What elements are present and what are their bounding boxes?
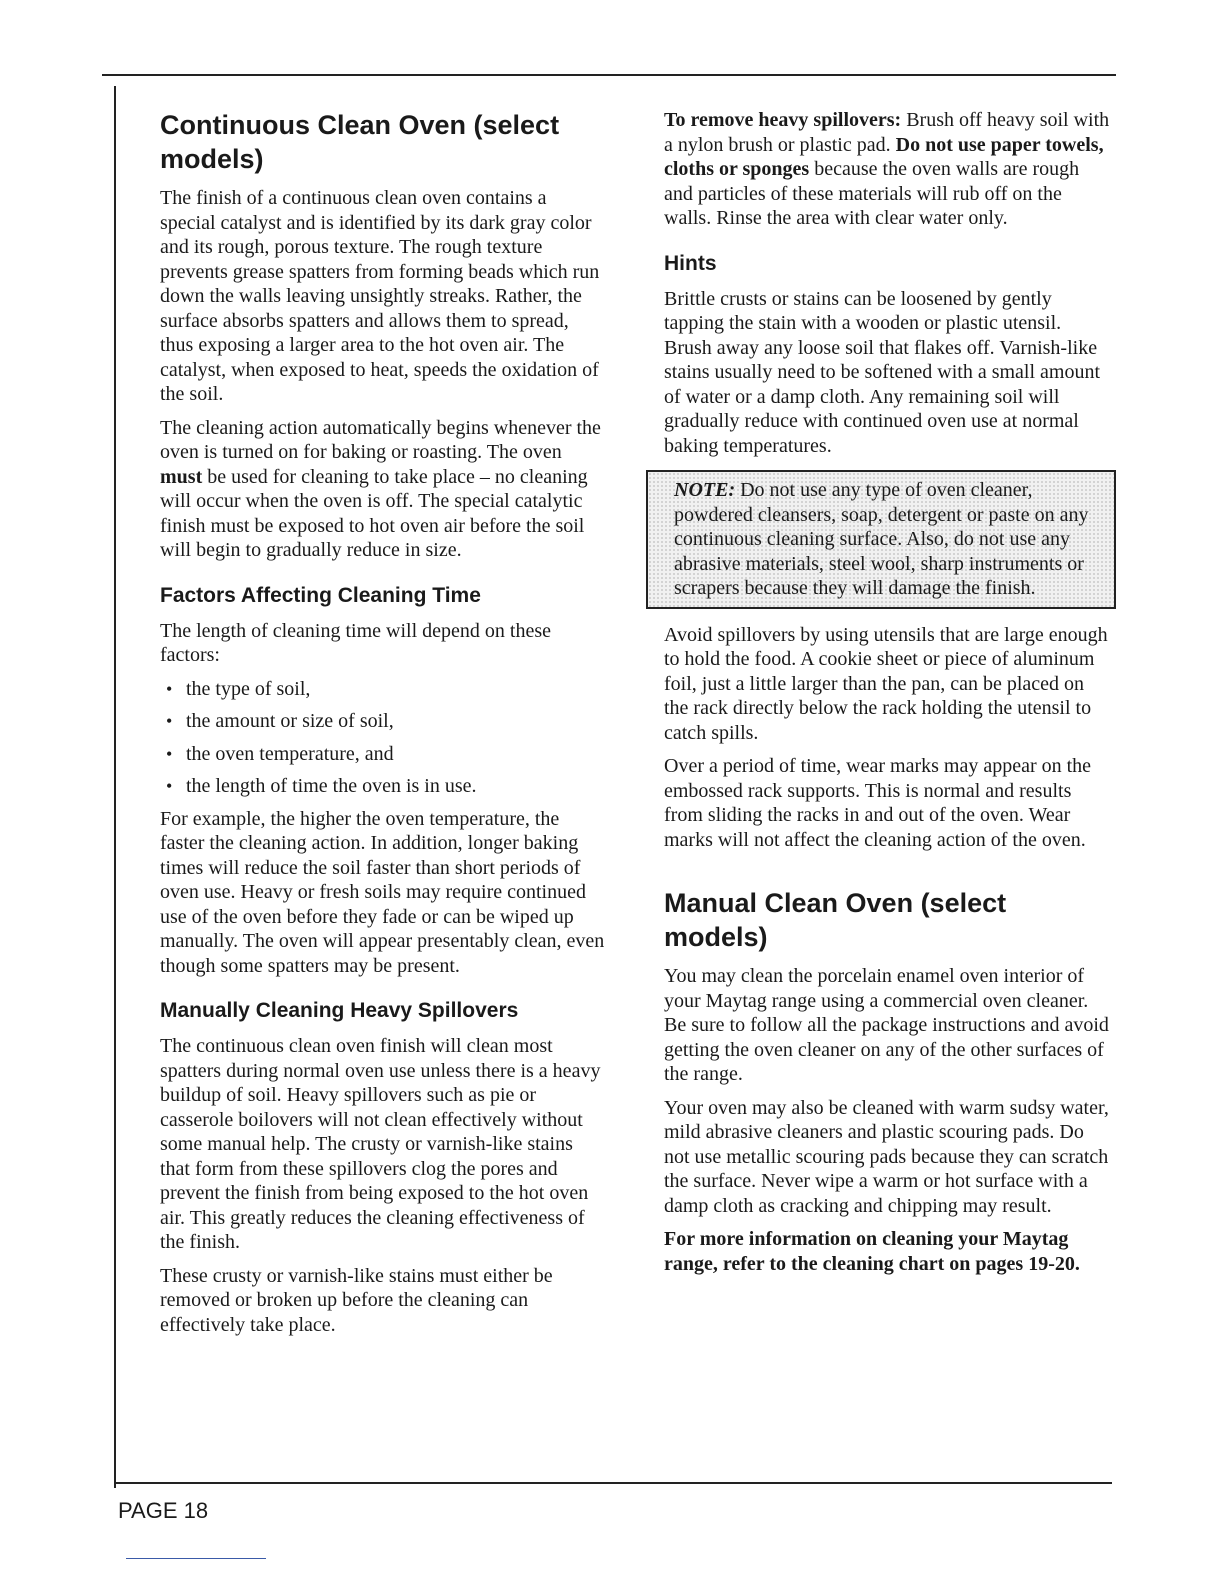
factors-heading: Factors Affecting Cleaning Time	[160, 583, 481, 607]
remove-text-2: because the oven walls are rough and particles of these materials will rub off on the walls. Rinse the area with clear water only.	[664, 158, 1080, 229]
factors-list	[160, 677, 606, 799]
spillovers-paragraph-1: The continuous clean oven finish will clean most spatters during normal oven use unless there is a heavy buildup of soil. Heavy spillovers such as pie or casserole boilovers will not clean effectively without some manual help. The crusty or varnish-like stains that form from these spillovers clog the pores and prevent the finish from being exposed to the hot oven air. This greatly reduces the cleaning effectiveness of the finish.	[160, 1035, 601, 1253]
factors-example: For example, the higher the oven temperature, the faster the cleaning action. In addition, longer baking times will reduce the soil faster than short periods of oven use. Heavy or fresh soils may require continued use of the oven before they fade or can be wiped up manually. The oven will appear presentably clean, even though some spatters may be present.	[160, 807, 605, 977]
remove-text-1: Brush off heavy soil with a nylon brush or plastic pad.	[664, 109, 1110, 156]
spillovers-heading: Manually Cleaning Heavy Spillovers	[160, 999, 519, 1022]
page-number: PAGE 18	[118, 1498, 209, 1523]
footer-line	[126, 1558, 266, 1559]
right-column	[664, 108, 1110, 1285]
spillovers-paragraph-2: These crusty or varnish-like stains must either be removed or broken up before the cleaning can effectively take place.	[160, 1264, 553, 1336]
note-label: NOTE:	[674, 479, 736, 501]
remove-spillovers-lead: To remove heavy spillovers:	[664, 109, 902, 131]
hints-paragraph: Brittle crusts or stains can be loosened by gently tapping the stain with a wooden or plastic utensil. Brush away any loose soil that flakes off. Varnish-like stains usually need to be softened with a small amount of water or a damp cloth. Any remaining soil will gradually reduce with continued oven use at normal baking temperatures.	[664, 287, 1101, 457]
list-item: • the length of time the oven is in use.	[160, 774, 606, 799]
intro-paragraph-1: The finish of a continuous clean oven contains a special catalyst and is identified by its dark gray color and its rough, porous texture. The rough texture prevents grease spatters from forming beads which run down the walls leaving unsightly streaks. Rather, the surface absorbs spatters and allows them to spread, thus exposing a larger area to the hot oven air. The catalyst, when exposed to heat, speeds the oxidation of the soil.	[160, 187, 600, 405]
list-item: • the type of soil,	[160, 677, 606, 702]
remove-warning: Do not use paper towels, cloths or sponges	[664, 133, 1104, 180]
manual-paragraph-1: You may clean the porcelain enamel oven interior of your Maytag range using a commercial oven cleaner. Be sure to follow all the package instructions and avoid getting the oven cleaner on any of the other surfaces of the range.	[664, 965, 1109, 1085]
factors-intro: The length of cleaning time will depend on these factors:	[160, 619, 551, 666]
intro-paragraph-2	[160, 416, 606, 563]
intro-p2-start: The cleaning action automatically begins whenever the oven is turned on for baking or roasting. The oven	[160, 416, 601, 463]
manual-clean-title: Manual Clean Oven (select models)	[664, 888, 1007, 952]
continuous-clean-title: Continuous Clean Oven (select models)	[160, 110, 560, 174]
top-rule	[102, 74, 1116, 76]
manual-paragraph-2: Your oven may also be cleaned with warm sudsy water, mild abrasive cleaners and plastic scouring pads. Do not use metallic scouring pads because they can scratch the surface. Never wipe a warm or hot surface with a damp cloth as cracking and chipping may result.	[664, 1096, 1109, 1217]
bottom-rule	[114, 1482, 1112, 1484]
hints-heading: Hints	[664, 251, 717, 275]
avoid-spillovers-paragraph: Avoid spillovers by using utensils that are large enough to hold the food. A cookie sheet or piece of aluminum foil, just a little larger than the pan, can be placed on the rack directly below the rack holding the utensil to catch spills.	[664, 623, 1108, 744]
list-item: • the oven temperature, and	[160, 742, 606, 767]
note-text: Do not use any type of oven cleaner, powdered cleansers, soap, detergent or paste on any continuous cleaning surface. Also, do not use any abrasive materials, steel wool, sharp instruments or scrapers because they will damage the finish.	[674, 479, 1089, 599]
remove-spillovers-paragraph	[664, 108, 1110, 231]
more-info-paragraph	[664, 1227, 1110, 1276]
intro-p2-end: be used for cleaning to take place – no cleaning will occur when the oven is off. The special catalytic finish must be exposed to hot oven air before the soil will begin to gradually reduce in size.	[160, 465, 588, 561]
more-info-text: For more information on cleaning your Maytag range, refer to the cleaning chart on pages 19-20.	[664, 1228, 1080, 1275]
note-box	[646, 470, 1116, 609]
list-item: • the amount or size of soil,	[160, 709, 606, 734]
intro-p2-must: must	[160, 465, 203, 488]
left-column	[160, 108, 606, 1346]
wear-marks-paragraph: Over a period of time, wear marks may appear on the embossed rack supports. This is normal and results from sliding the racks in and out of the oven. Wear marks will not affect the cleaning action of the oven.	[664, 755, 1092, 851]
left-rule	[114, 86, 116, 1488]
